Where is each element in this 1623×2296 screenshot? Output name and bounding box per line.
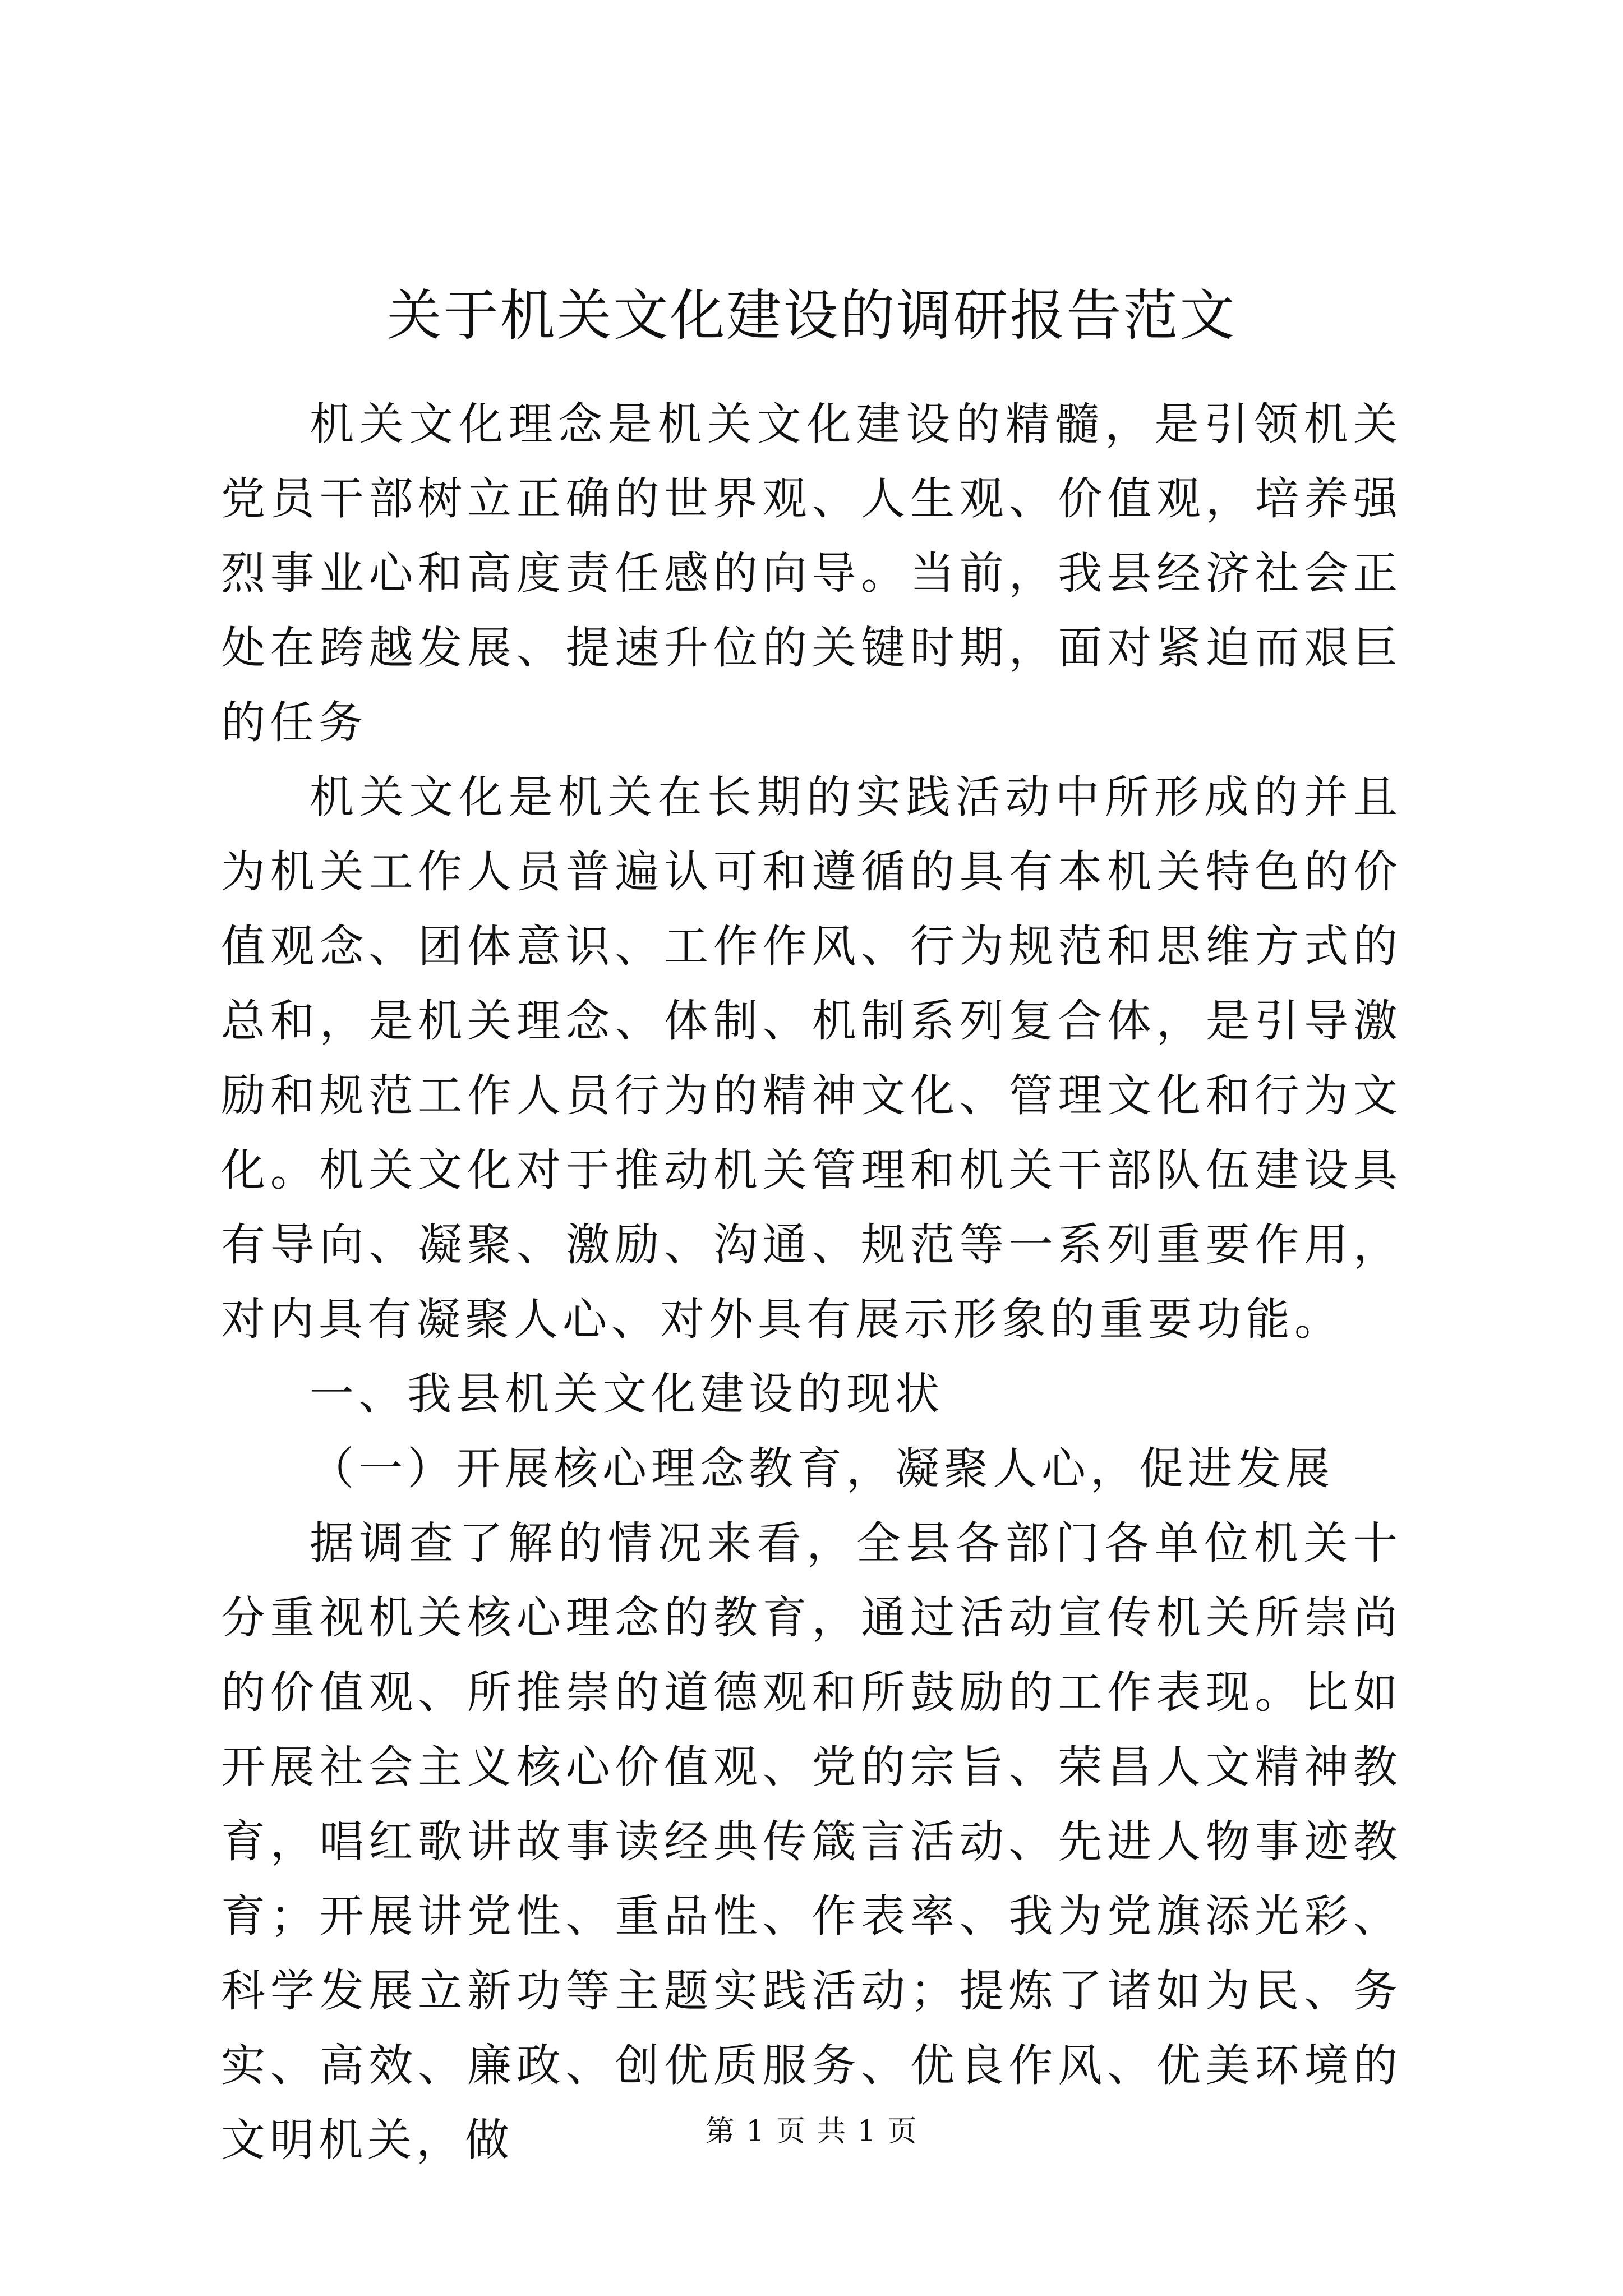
paragraph-survey: 据调查了解的情况来看，全县各部门各单位机关十分重视机关核心理念的教育，通过活动宣传机关所崇尚的价值观、所推崇的道德观和所鼓励的工作表现。比如开展社会主义核心价值观、党的宗旨、荣昌人文精神教育，唱红歌讲故事读经典传箴言活动、先进人物事迹教育；开展讲党性、重品性、作表率、我为党旗添光彩、科学发展立新功等主题实践活动；提炼了诸如为民、务实、高效、廉政、创优质服务、优良作风、优美环境的文明机关，做: [221, 1517, 1402, 2166]
paragraph-intro: 机关文化理念是机关文化建设的精髓，是引领机关党员干部树立正确的世界观、人生观、价值观，培养强烈事业心和高度责任感的向导。当前，我县经济社会正处在跨越发展、提速升位的关键时期，面对紧迫而艰巨的任务: [221, 398, 1402, 748]
page-footer: 第 1 页 共 1 页: [705, 2115, 918, 2148]
document-title: 关于机关文化建设的调研报告范文: [386, 284, 1237, 348]
subsection-heading: （一）开展核心理念教育，凝聚人心，促进发展: [310, 1443, 1334, 1494]
paragraph-definition: 机关文化是机关在长期的实践活动中所形成的并且为机关工作人员普遍认可和遵循的具有本机关特色的价值观念、团体意识、工作作风、行为规范和思维方式的总和，是机关理念、体制、机制系列复合体，是引导激励和规范工作人员行为的精神文化、管理文化和行为文化。机关文化对于推动机关管理和机关干部队伍建设具有导向、凝聚、激励、沟通、规范等一系列重要作用，对内具有凝聚人心、对外具有展示形象的重要功能。: [221, 771, 1402, 1345]
document-body: [221, 387, 1402, 2178]
section-heading: 一、我县机关文化建设的现状: [310, 1368, 944, 1420]
